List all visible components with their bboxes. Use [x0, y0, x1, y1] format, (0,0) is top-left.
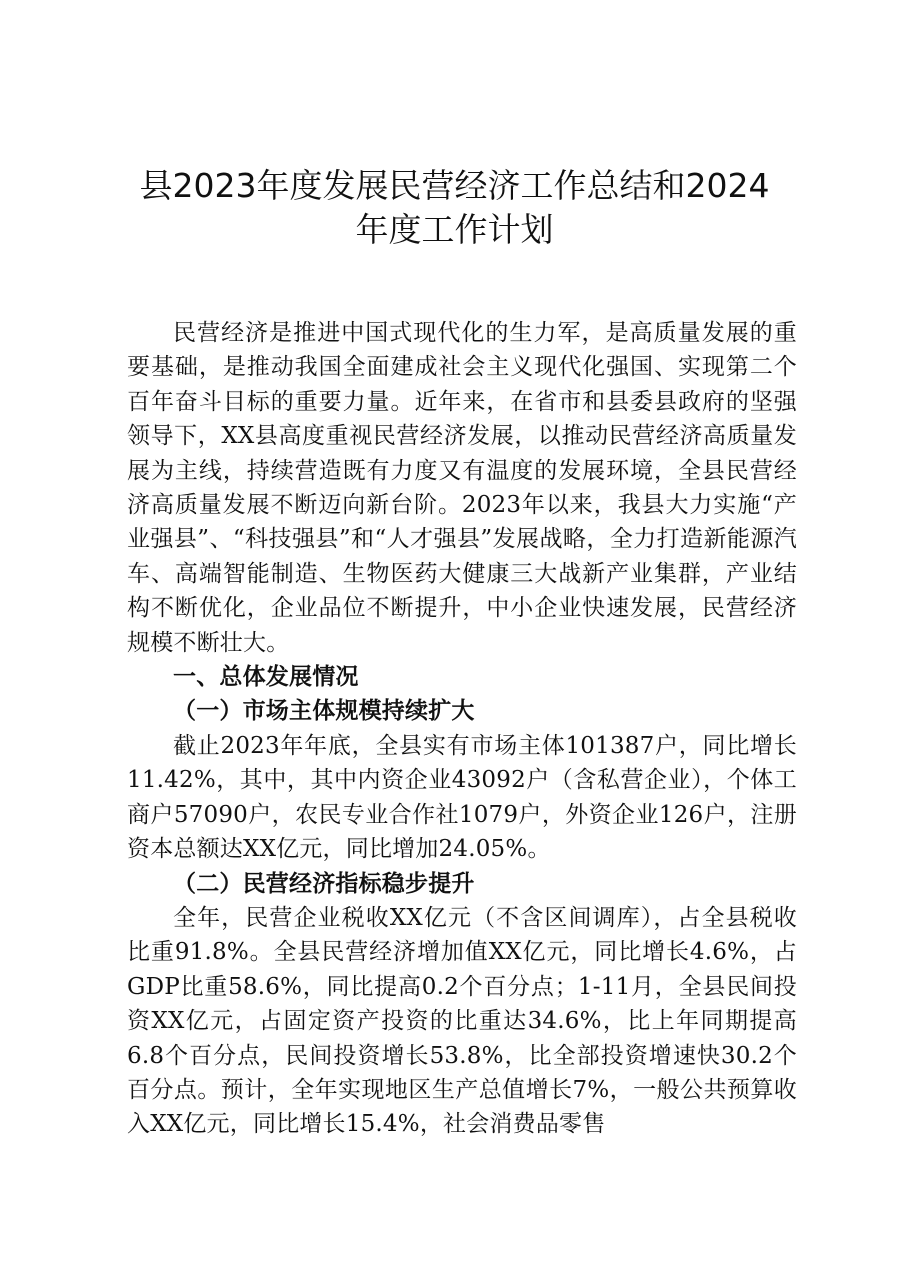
subsection-heading-indicators: （二）民营经济指标稳步提升 — [173, 869, 475, 897]
document-title-line-1: 县2023年度发展民营经济工作总结和2024 — [139, 166, 770, 205]
document-body — [127, 316, 797, 1142]
intro-paragraph: 民营经济是推进中国式现代化的生力军，是高质量发展的重要基础，是推动我国全面建成社会主义现代化强国、实现第二个百年奋斗目标的重要力量。近年来，在省市和县委县政府的坚强领导下，XX县高度重视民营经济发展，以推动民营经济高质量发展为主线，持续营造既有力度又有温度的发展环境，全县民营经济高质量发展不断迈向新台阶。2023年以来，我县大力实施“产业强县”、“科技强县”和“人才强县”发展战略，全力打造新能源汽车、高端智能制造、生物医药大健康三大战新产业集群，产业结构不断优化，企业品位不断提升，中小企业快速发展，民营经济规模不断壮大。 — [127, 320, 797, 656]
indicators-paragraph: 全年，民营企业税收XX亿元（不含区间调库），占全县税收比重91.8%。全县民营经济增加值XX亿元，同比增长4.6%，占GDP比重58.6%，同比提高0.2个百分点；1-11月，全县民间投资XX亿元，占固定资产投资的比重达34.6%，比上年同期提高6.8个百分点，民间投资增长53.8%，比全部投资增速快30.2个百分点。预计，全年实现地区生产总值增长7%，一般公共预算收入XX亿元，同比增长15.4%，社会消费品零售 — [127, 904, 797, 1138]
market-paragraph: 截止2023年年底，全县实有市场主体101387户，同比增长 11.42%，其中，其中内资企业43092户（含私营企业），个体工商户57090户，农民专业合作社1079户，外资企业126户，注册资本总额达XX亿元，同比增加24.05%。 — [127, 732, 797, 863]
subsection-heading-market: （一）市场主体规模持续扩大 — [173, 697, 475, 725]
section-heading-overall: 一、总体发展情况 — [173, 664, 359, 691]
document-title-line-2: 年度工作计划 — [355, 210, 554, 249]
